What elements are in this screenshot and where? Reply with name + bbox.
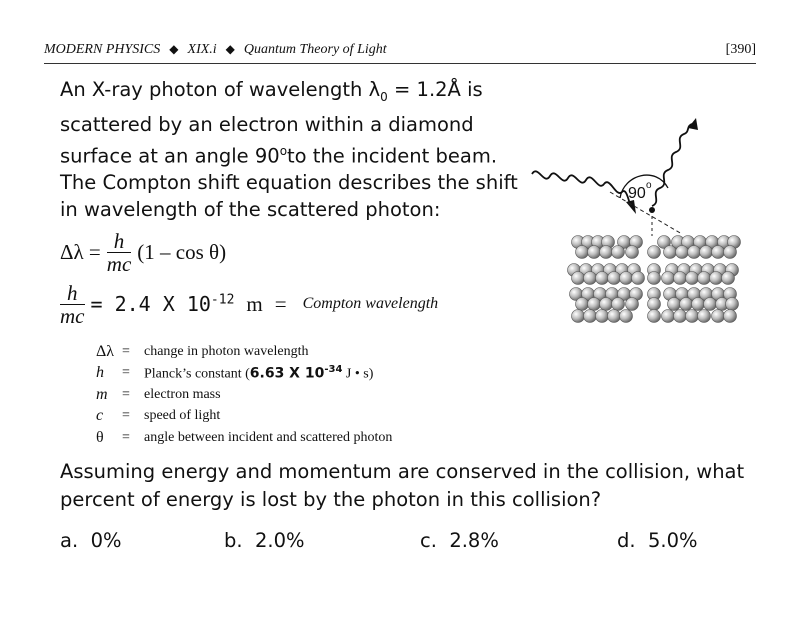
choice-letter: c. <box>420 529 437 552</box>
incident-direction-line <box>610 192 682 234</box>
atom <box>648 272 661 285</box>
equation-rhs: (1 – cos θ) <box>137 239 227 264</box>
definition-text: electron mass <box>144 386 221 402</box>
atom <box>584 310 597 323</box>
compton-scattering-diagram <box>528 118 760 334</box>
header-divider <box>44 63 756 64</box>
choice-b[interactable] <box>224 529 305 552</box>
definition-text: change in photon wavelength <box>144 343 309 359</box>
atom <box>698 310 711 323</box>
scattering-illustration <box>528 118 760 334</box>
degree-mark: o <box>279 143 288 158</box>
choice-text: 2.8% <box>449 529 499 552</box>
intro-text-2: = 1.2Å is scattered by an electron within a diamond surface at an angle 90 <box>60 78 483 168</box>
atom <box>680 298 693 311</box>
atom <box>668 298 681 311</box>
definition-row <box>96 427 392 449</box>
definition-row <box>96 363 392 385</box>
atom <box>588 246 601 259</box>
atom <box>686 272 699 285</box>
definition-text <box>144 364 373 383</box>
atom <box>596 310 609 323</box>
atom <box>632 272 645 285</box>
atom <box>712 310 725 323</box>
atom <box>662 272 675 285</box>
bullet-icon: ◆ <box>225 42 235 56</box>
intro-text-1: An X-ray photon of wavelength λ <box>60 78 381 101</box>
choice-letter: b. <box>224 529 243 552</box>
planck-value: 6.63 X 10 <box>249 365 325 382</box>
h-over-mc-fraction <box>60 282 85 327</box>
atom <box>674 272 687 285</box>
angle-label: 90 <box>628 185 646 202</box>
lambda-subscript: 0 <box>380 89 388 104</box>
definition-equals: = <box>122 343 130 359</box>
angle-degree: o <box>646 180 652 191</box>
definition-symbol: c <box>96 407 104 425</box>
page-number: [390] <box>725 42 756 57</box>
atom <box>724 246 737 259</box>
value-text: = 2.4 X 10 <box>90 292 211 316</box>
atom <box>600 298 613 311</box>
atom <box>662 310 675 323</box>
definition-row <box>96 341 392 363</box>
choice-c[interactable] <box>420 529 499 552</box>
intro-paragraph <box>60 76 520 223</box>
definition-row <box>96 406 392 428</box>
compton-wavelength-equation <box>60 280 438 328</box>
definition-equals: = <box>122 386 130 402</box>
unit-label: m <box>246 291 263 316</box>
definition-symbol: θ <box>96 428 104 446</box>
page-header <box>44 42 756 64</box>
planck-exponent: -34 <box>324 363 343 375</box>
atom <box>676 246 689 259</box>
definition-symbol: m <box>96 385 108 403</box>
atom <box>688 246 701 259</box>
planck-text: Planck’s constant ( <box>144 366 250 382</box>
section-label: XIX.i <box>187 42 217 57</box>
scattered-arrow-icon <box>688 118 698 130</box>
fraction-denominator: mc <box>106 251 132 276</box>
atom <box>686 310 699 323</box>
choice-d[interactable] <box>617 529 698 552</box>
choice-letter: a. <box>60 529 79 552</box>
atom <box>626 298 639 311</box>
choice-text: 5.0% <box>647 529 698 552</box>
atom <box>674 310 687 323</box>
compton-wavelength-label: Compton wavelength <box>302 295 439 312</box>
atom <box>596 272 609 285</box>
intro-text-3: to the incident beam. The Compton shift equation describes the shift in wavelength of the scattered photon: <box>60 144 518 222</box>
incident-photon-wave <box>532 171 630 204</box>
bullet-icon: ◆ <box>169 42 179 56</box>
breadcrumb <box>44 42 387 58</box>
compton-value <box>91 292 235 316</box>
electron-dot <box>649 207 655 213</box>
atom <box>620 310 633 323</box>
atom <box>704 298 717 311</box>
atom <box>692 298 705 311</box>
fraction-numerator: h <box>107 230 132 253</box>
h-over-mc-fraction <box>107 230 132 275</box>
fraction-numerator: h <box>60 282 85 305</box>
planck-unit: J • s) <box>342 366 374 382</box>
choice-letter: d. <box>617 529 636 552</box>
question-text: Assuming energy and momentum are conserved in the collision, what percent of energy is lost by the photon in this collision? <box>60 460 745 511</box>
atom <box>726 298 739 311</box>
atom <box>648 246 661 259</box>
definition-equals: = <box>122 408 130 424</box>
atom <box>710 272 723 285</box>
atom <box>700 246 713 259</box>
atom <box>576 298 589 311</box>
atom <box>626 246 639 259</box>
atom <box>572 310 585 323</box>
fraction-denominator: mc <box>60 303 85 328</box>
value-exponent: -12 <box>210 292 235 308</box>
definition-equals: = <box>122 365 130 381</box>
choice-text: 0% <box>90 529 122 552</box>
subject-label: MODERN PHYSICS <box>44 42 161 57</box>
atom <box>648 310 661 323</box>
atom <box>664 246 677 259</box>
definition-equals: = <box>122 429 130 445</box>
variable-definitions <box>96 341 392 449</box>
atom <box>584 272 597 285</box>
definition-text: speed of light <box>144 408 221 424</box>
choice-text: 2.0% <box>254 529 305 552</box>
definition-symbol: Δλ <box>96 342 115 360</box>
atom <box>612 246 625 259</box>
atom <box>648 298 661 311</box>
equation-lhs: Δλ = <box>60 239 101 264</box>
definition-row <box>96 384 392 406</box>
atom <box>576 246 589 259</box>
atom <box>608 310 621 323</box>
atom <box>620 272 633 285</box>
definition-symbol: h <box>96 364 104 382</box>
diamond-lattice <box>568 236 741 323</box>
topic-label: Quantum Theory of Light <box>243 42 387 57</box>
incident-arrow-icon <box>626 200 636 214</box>
atom <box>712 246 725 259</box>
compton-shift-equation <box>60 228 232 276</box>
atom <box>612 298 625 311</box>
atom <box>608 272 621 285</box>
equals-sign: = <box>274 291 287 316</box>
scattered-photon-wave <box>652 124 692 206</box>
atom <box>724 310 737 323</box>
atom <box>588 298 601 311</box>
atom <box>572 272 585 285</box>
atom <box>722 272 735 285</box>
atom <box>600 246 613 259</box>
definition-text: angle between incident and scattered photon <box>144 429 393 445</box>
choice-a[interactable] <box>60 529 122 552</box>
atom <box>698 272 711 285</box>
